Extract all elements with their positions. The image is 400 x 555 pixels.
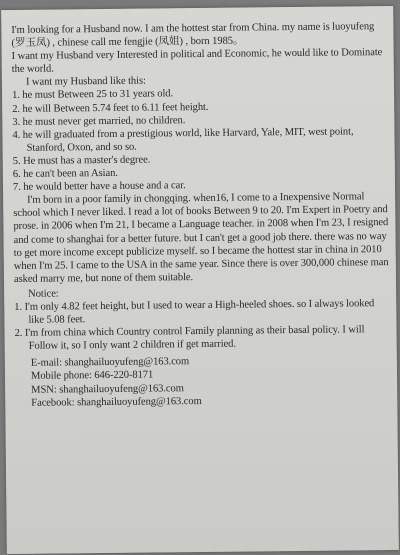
contact-phone: Mobile phone: 646-220-8171 (30, 369, 154, 383)
requirement-item: 7. he would better have a house and a car. (12, 180, 186, 194)
contact-block (31, 353, 392, 409)
requirement-item: 4. he will graduated from a prestigious world, like Harvard, Yale, MIT, west point, Stanford, Oxon, and so so. (12, 126, 354, 154)
contact-email: E-mail: shanghailuoyufeng@163.com (30, 356, 190, 370)
requirement-item: 5. He must has a master's degree. (12, 154, 151, 167)
intro-interests: I want my Husband very Interested in political and Economic, he would like to Dominate the world. (11, 47, 383, 76)
contact-facebook: Facebook: shanghailuoyufeng@163.com (31, 395, 202, 409)
requirement-item: 3. he must never get married, no children. (12, 114, 186, 128)
notice-list (14, 297, 391, 353)
notice-item: 1. I'm only 4.82 feet height, but I used to wear a High-heeled shoes. so I always looked like 5.08 feet. (14, 298, 375, 326)
requirement-item: 2. he will Between 5.74 feet to 6.11 feet height. (12, 101, 209, 115)
requirements-heading: I want my Husband like this: (25, 75, 146, 89)
notice-heading: Notice: (28, 288, 59, 300)
requirement-item: 6. he can't been an Asian. (12, 167, 118, 180)
life-story-paragraph: I'm born in a poor family in chongqing. when16, I come to a Inexpensive Normal school which I never liked. I read a lot of books Between 9 to 20. I'm Expert in Poetry and prose. in 2006 when I'm 21, I became a Language teacher. in 2008 when I'm 23, I resigned and come to shanghai for a better future. but I can't get a good job there. there was no way to get more income except publicize myself. so I became the hottest star in china in 2010 when I'm 25. I came to the USA in the same year. Since there is over 300,000 chinese man asked marry me, but none of them suitable. (13, 191, 389, 285)
contact-msn: MSN: shanghailuoyufeng@163.com (31, 382, 184, 396)
notice-item: 2. I'm from china which Country control Family planning as their basal policy. I will Follow it, so I only want 2 children if get married. (14, 324, 365, 353)
requirement-item: 1. he must Between 25 to 31 years old. (12, 88, 174, 102)
intro-paragraph: I'm looking for a Husband now. I am the hottest star from China. my name is luoyufeng (罗玉凤) , chinese call me fengjie (凤姐) , born 1985。 (11, 21, 375, 50)
printed-flyer (1, 6, 399, 554)
requirements-list (12, 85, 389, 194)
flyer-text (11, 20, 391, 410)
